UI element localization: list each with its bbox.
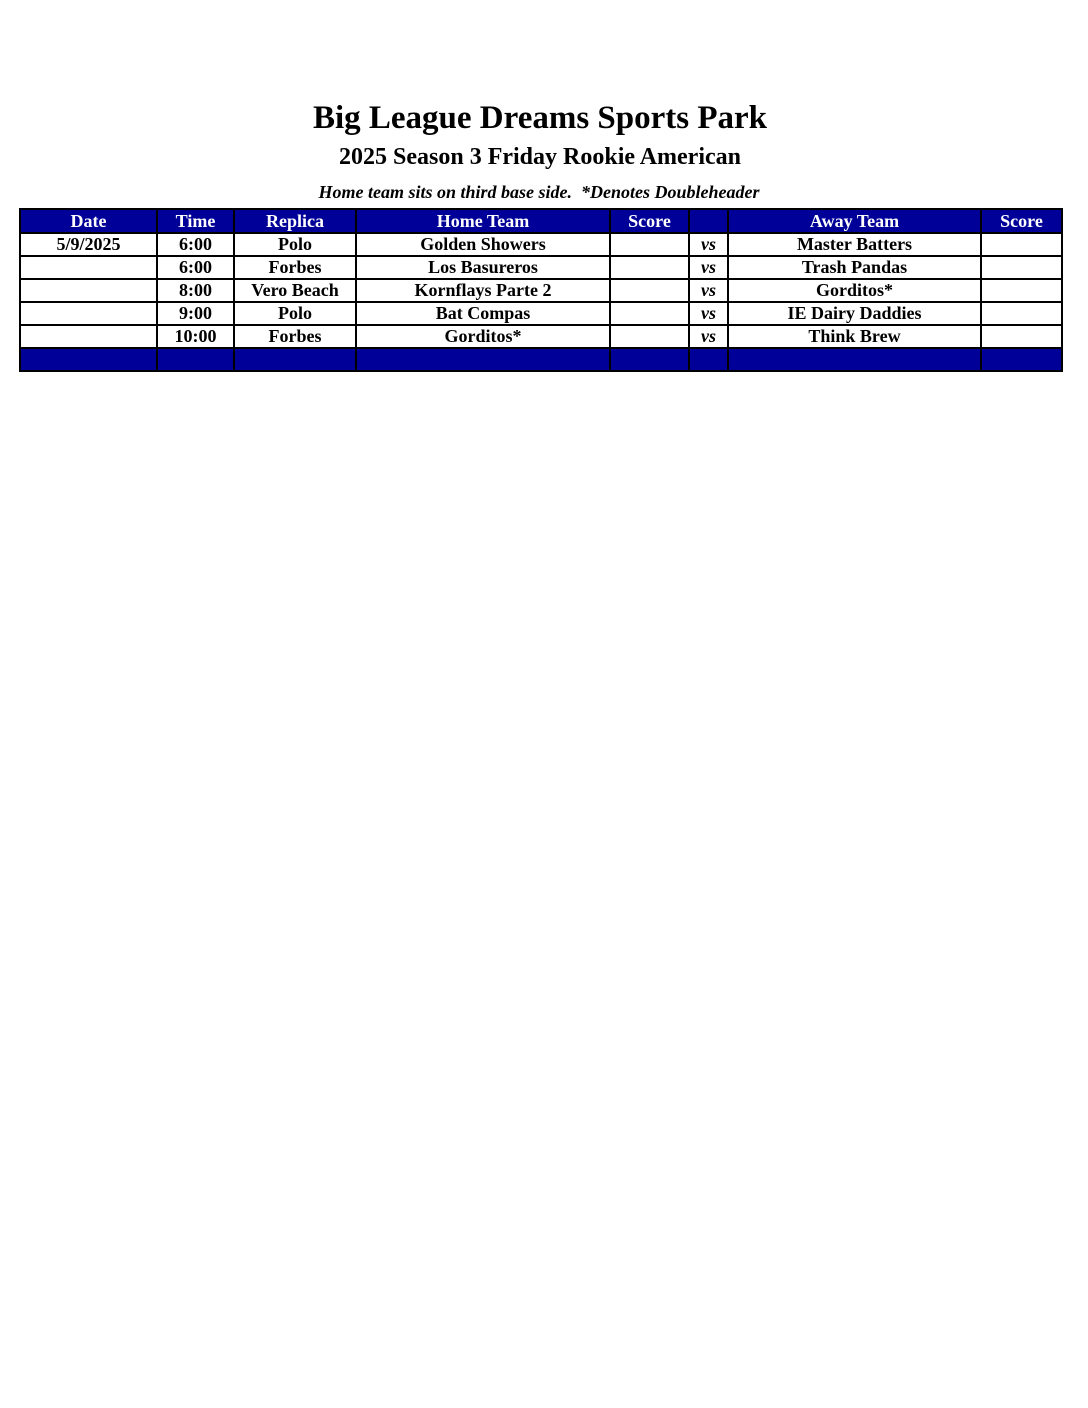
cell-home-score [610,302,689,325]
page-title: Big League Dreams Sports Park [312,100,768,136]
column-header-away-score: Score [981,209,1062,233]
footer-cell [234,348,356,371]
cell-home-team: Kornflays Parte 2 [356,279,610,302]
cell-home-score [610,233,689,256]
cell-away-team: IE Dairy Daddies [728,302,981,325]
cell-home-score [610,279,689,302]
column-header-vs [689,209,728,233]
schedule-table [19,208,1063,372]
cell-time: 6:00 [157,256,234,279]
cell-home-team: Golden Showers [356,233,610,256]
cell-time: 9:00 [157,302,234,325]
cell-date [20,279,157,302]
cell-vs: vs [689,233,728,256]
table-header-row [20,209,1062,233]
cell-date [20,302,157,325]
footer-cell [20,348,157,371]
cell-away-team: Think Brew [728,325,981,348]
cell-home-team: Bat Compas [356,302,610,325]
cell-away-score [981,256,1062,279]
cell-home-team: Los Basureros [356,256,610,279]
footer-cell [610,348,689,371]
column-header-time: Time [157,209,234,233]
cell-vs: vs [689,302,728,325]
column-header-away-team: Away Team [728,209,981,233]
footer-cell [981,348,1062,371]
table-row [20,256,1062,279]
cell-date [20,325,157,348]
footer-cell [728,348,981,371]
cell-away-score [981,325,1062,348]
cell-away-team: Master Batters [728,233,981,256]
column-header-home-score: Score [610,209,689,233]
cell-replica: Polo [234,302,356,325]
footer-cell [157,348,234,371]
cell-replica: Forbes [234,325,356,348]
cell-away-score [981,302,1062,325]
table-row [20,325,1062,348]
footer-cell [689,348,728,371]
cell-away-score [981,279,1062,302]
table-footer-bar [20,348,1062,371]
table-row [20,279,1062,302]
column-header-date: Date [20,209,157,233]
cell-replica: Polo [234,233,356,256]
cell-time: 6:00 [157,233,234,256]
cell-vs: vs [689,256,728,279]
cell-home-score [610,325,689,348]
cell-away-team: Gorditos* [728,279,981,302]
cell-vs: vs [689,279,728,302]
schedule-note: Home team sits on third base side. *Denotes Doubleheader [318,182,760,202]
cell-home-team: Gorditos* [356,325,610,348]
cell-date [20,256,157,279]
cell-time: 10:00 [157,325,234,348]
cell-away-team: Trash Pandas [728,256,981,279]
column-header-replica: Replica [234,209,356,233]
cell-time: 8:00 [157,279,234,302]
cell-replica: Forbes [234,256,356,279]
cell-replica: Vero Beach [234,279,356,302]
table-row [20,302,1062,325]
table-row [20,233,1062,256]
column-header-home-team: Home Team [356,209,610,233]
cell-home-score [610,256,689,279]
cell-away-score [981,233,1062,256]
footer-cell [356,348,610,371]
schedule-subtitle: 2025 Season 3 Friday Rookie American [339,144,741,170]
cell-date: 5/9/2025 [20,233,157,256]
cell-vs: vs [689,325,728,348]
